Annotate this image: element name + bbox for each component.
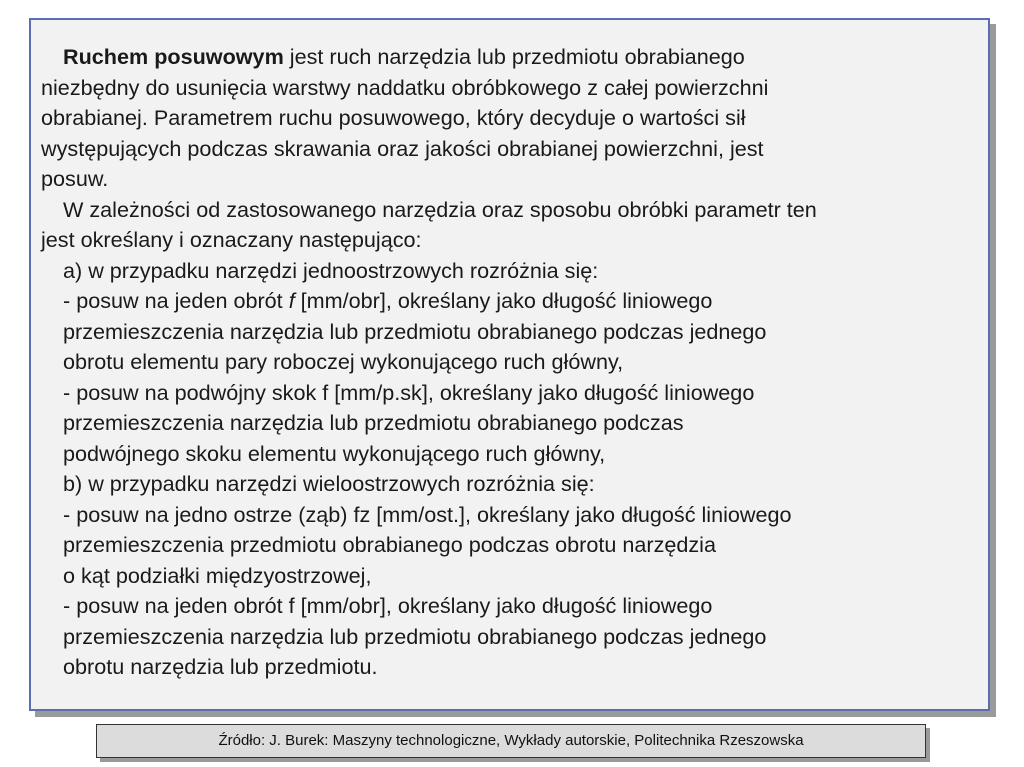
section-b-item-2-line-2: przemieszczenia narzędzia lub przedmiotu obrabianego podczas jednego bbox=[63, 623, 767, 649]
section-b-heading: b) w przypadku narzędzi wieloostrzowych rozróżnia się: bbox=[63, 471, 595, 496]
paragraph-1-line-5: posuw. bbox=[41, 166, 109, 191]
section-a-item-2-line-2: przemieszczenia narzędzia lub przedmiotu obrabianego podczas bbox=[63, 410, 684, 435]
paragraph-2-line-2: jest określany i oznaczany następująco: bbox=[41, 227, 422, 252]
paragraph-1-line-1 bbox=[41, 42, 976, 73]
section-a-item-1-prefix: - posuw na jeden obrót bbox=[63, 288, 289, 313]
paragraph-2-line-1: W zależności od zastosowanego narzędzia oraz sposobu obróbki parametr ten bbox=[63, 196, 817, 222]
section-a-item-1-line-2: przemieszczenia narzędzia lub przedmiotu obrabianego podczas jednego bbox=[63, 318, 767, 344]
paragraph-1-line-1-rest: jest ruch narzędzia lub przedmiotu obrabianego bbox=[283, 44, 745, 69]
paragraph-1-line-2: niezbędny do usunięcia warstwy naddatku obróbkowego z całej powierzchni bbox=[41, 74, 769, 100]
source-citation: Źródło: J. Burek: Maszyny technologiczne, Wykłady autorskie, Politechnika Rzeszowska bbox=[96, 724, 926, 758]
section-a-item-1-line-1 bbox=[41, 286, 976, 317]
section-b-item-2-line-3: obrotu narzędzia lub przedmiotu. bbox=[63, 654, 378, 679]
section-a-item-1-line-3: obrotu elementu pary roboczej wykonującego ruch główny, bbox=[63, 349, 624, 374]
feed-symbol: f bbox=[288, 288, 295, 313]
text-box bbox=[29, 18, 990, 711]
section-a-heading: a) w przypadku narzędzi jednoostrzowych rozróżnia się: bbox=[63, 257, 599, 283]
section-a-item-1-rest: [mm/obr], określany jako długość liniowego bbox=[294, 288, 713, 313]
term-bold: Ruchem posuwowym bbox=[63, 44, 284, 69]
section-b-item-1-line-3: o kąt podziałki międzyostrzowej, bbox=[63, 562, 372, 588]
paragraph-1-line-4: występujących podczas skrawania oraz jakości obrabianej powierzchni, jest bbox=[41, 135, 764, 161]
section-a-item-2-line-3: podwójnego skoku elementu wykonującego ruch główny, bbox=[63, 440, 606, 466]
section-b-item-2-line-1: - posuw na jeden obrót f [mm/obr], określany jako długość liniowego bbox=[63, 593, 713, 618]
body-text bbox=[41, 42, 976, 683]
paragraph-1-line-3: obrabianej. Parametrem ruchu posuwowego, który decyduje o wartości sił bbox=[41, 105, 746, 130]
section-b-item-1-line-1: - posuw na jedno ostrze (ząb) fz [mm/ost.], określany jako długość liniowego bbox=[63, 501, 792, 527]
section-a-item-2-line-1: - posuw na podwójny skok f [mm/p.sk], określany jako długość liniowego bbox=[63, 379, 755, 405]
section-b-item-1-line-2: przemieszczenia przedmiotu obrabianego podczas obrotu narzędzia bbox=[63, 532, 716, 557]
